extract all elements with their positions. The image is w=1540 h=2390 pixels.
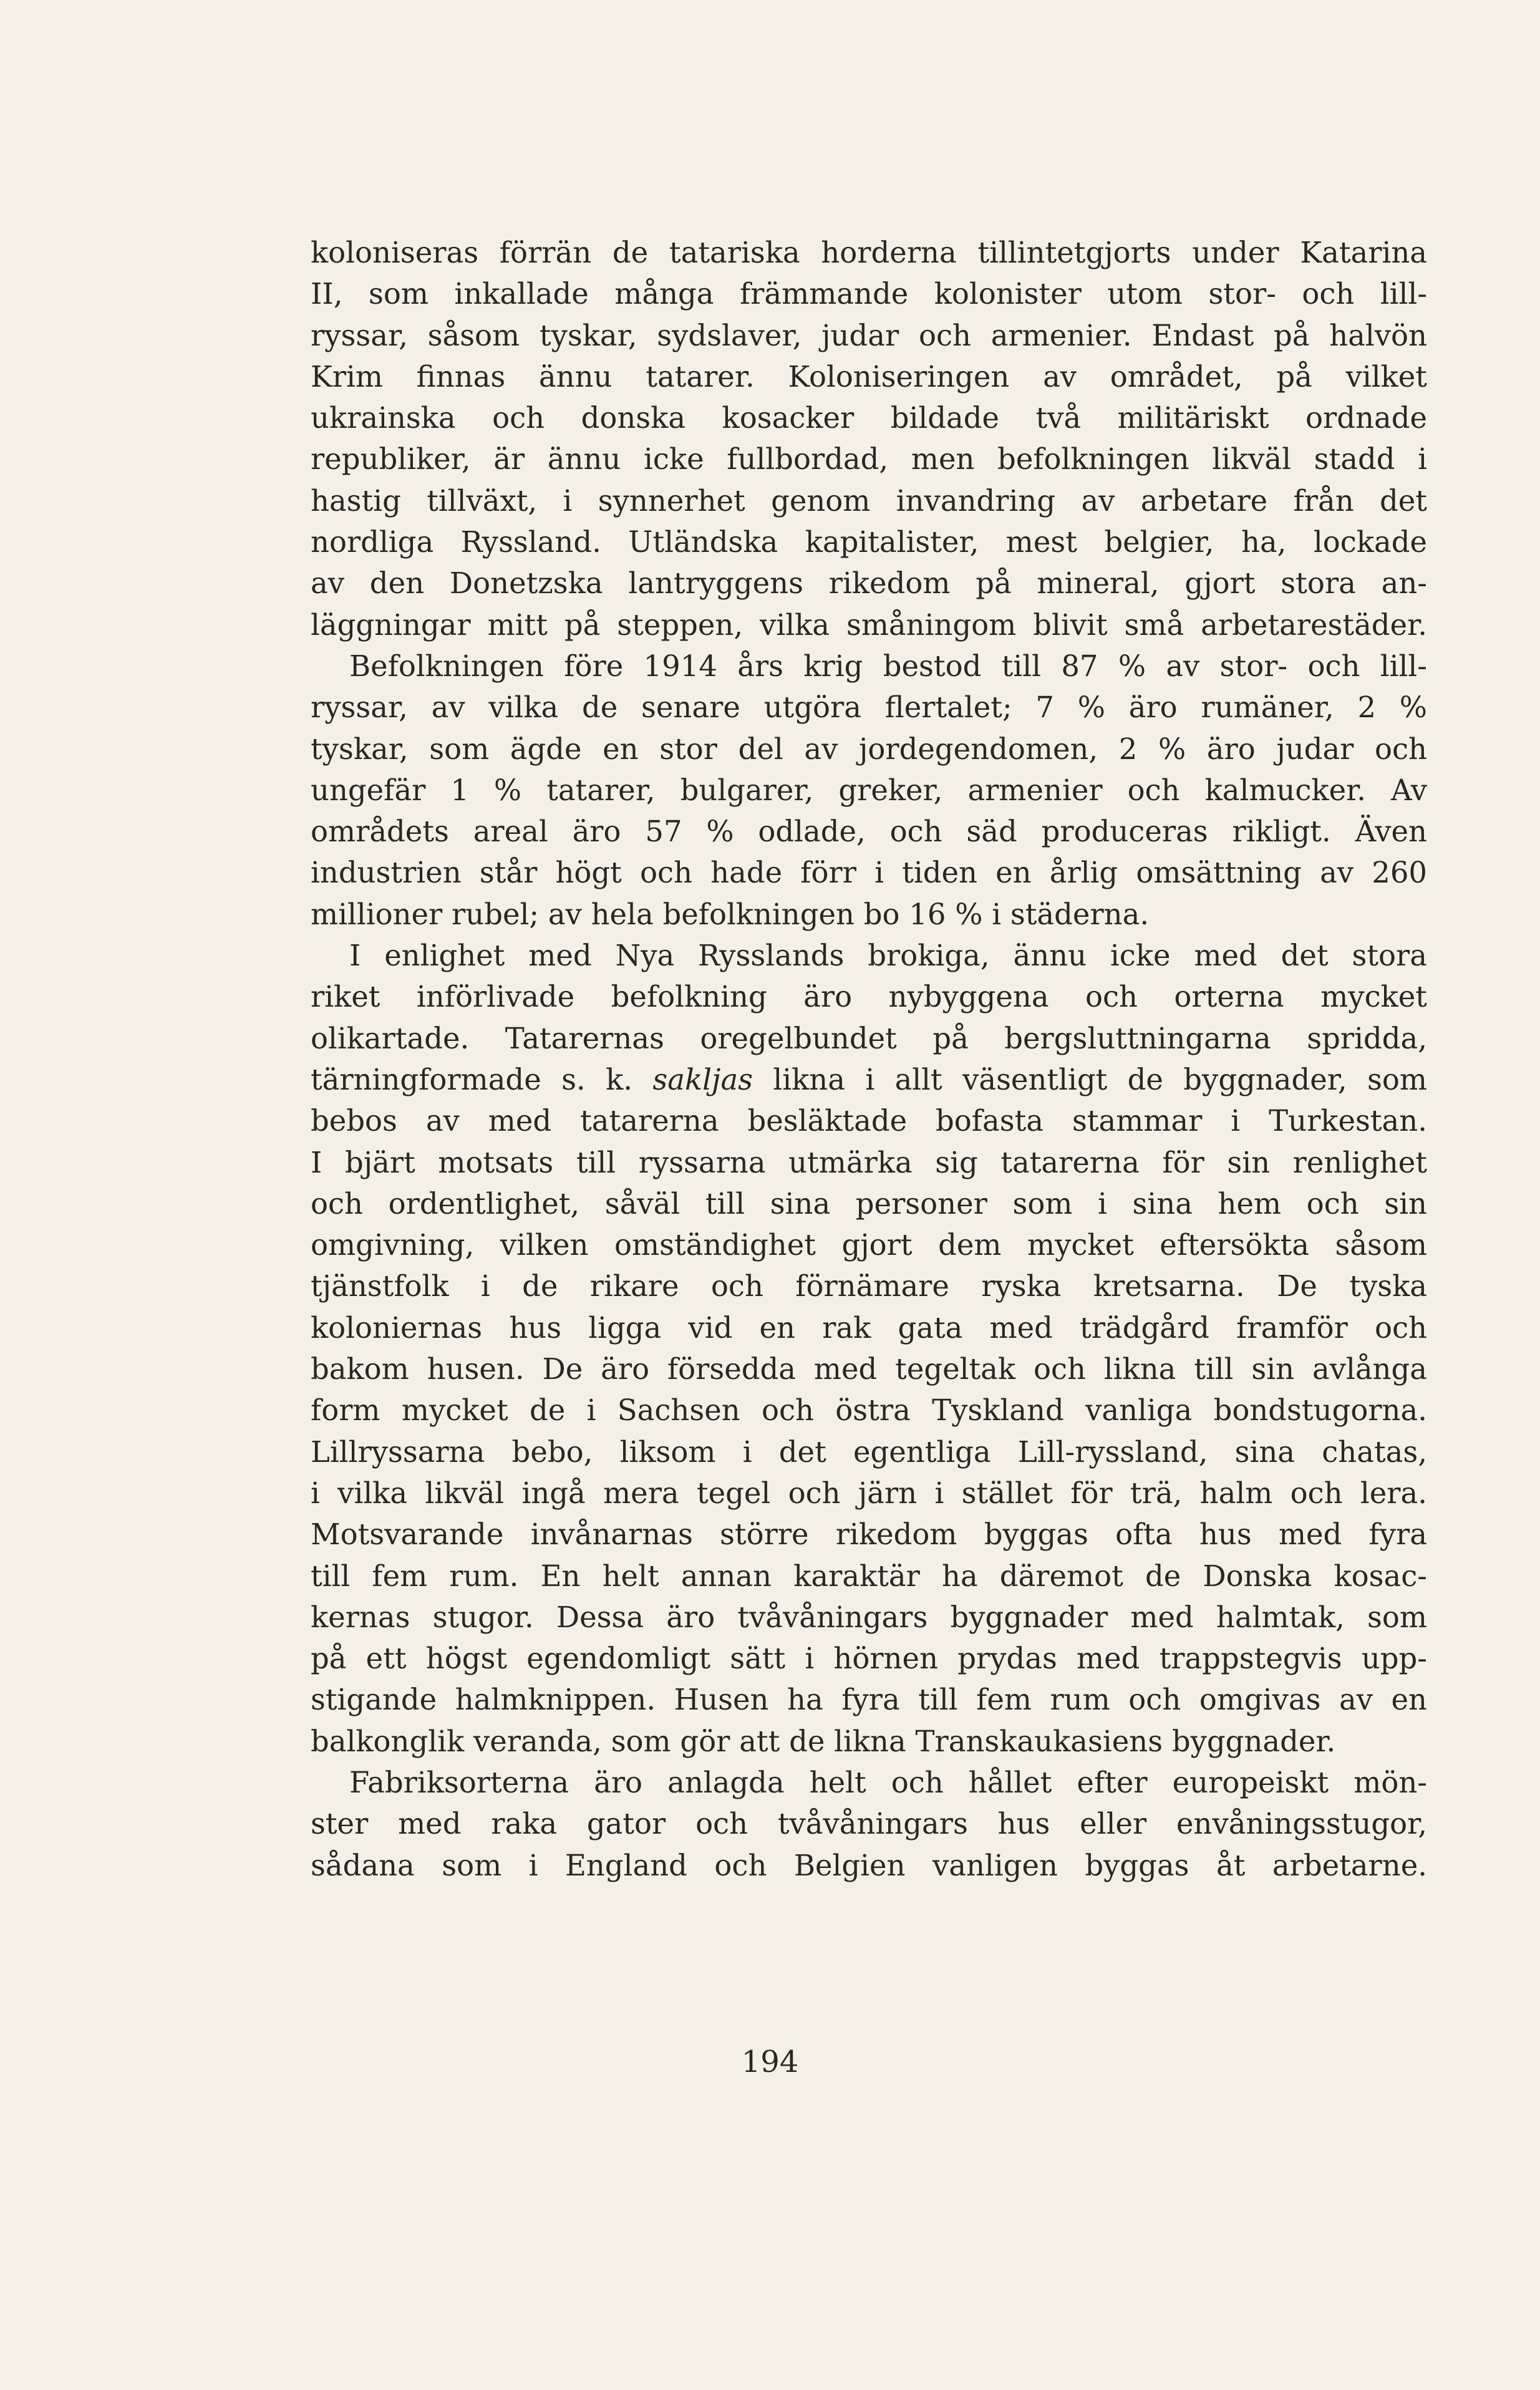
- text-line: hastig tillväxt, i synnerhet genom invandring av arbetare från det: [311, 483, 1427, 518]
- text-line: områdets areal äro 57 % odlade, och säd produceras rikligt. Även: [311, 815, 1427, 849]
- text-line: Fabriksorterna äro anlagda helt och hållet efter europeiskt mön-: [349, 1765, 1427, 1799]
- text-line: I bjärt motsats till ryssarna utmärka sig tatarerna för sin renlighet: [311, 1145, 1427, 1179]
- text-line: riket införlivade befolkning äro nybyggena och orterna mycket: [311, 980, 1427, 1014]
- text-fragment: tärningformade s. k.: [311, 1062, 633, 1096]
- text-line: republiker, är ännu icke fullbordad, men befolkningen likväl stadd i: [311, 442, 1427, 477]
- text-line: ryssar, av vilka de senare utgöra flertalet; 7 % äro rumäner, 2 %: [311, 690, 1427, 725]
- text-line: koloniseras förrän de tatariska horderna tillintetgjorts under Katarina: [311, 236, 1427, 269]
- text-line: bakom husen. De äro försedda med tegeltak och likna till sin avlånga: [311, 1352, 1427, 1386]
- text-line: Befolkningen före 1914 års krig bestod till 87 % av stor- och lill-: [349, 649, 1427, 683]
- text-line: på ett högst egendomligt sätt i hörnen prydas med trappstegvis upp-: [311, 1642, 1427, 1676]
- text-line: omgivning, vilken omständighet gjort dem mycket eftersökta såsom: [311, 1228, 1427, 1262]
- body-text: [311, 232, 1427, 1886]
- text-line: ungefär 1 % tatarer, bulgarer, greker, armenier och kalmucker. Av: [311, 773, 1427, 807]
- text-line: Motsvarande invånarnas större rikedom byggas ofta hus med fyra: [311, 1517, 1427, 1552]
- text-line: läggningar mitt på steppen, vilka småningom blivit små arbetarestäder.: [311, 607, 1427, 642]
- text-line: kernas stugor. Dessa äro tvåvåningars byggnader med halmtak, som: [311, 1600, 1427, 1634]
- text-line: [311, 1059, 1427, 1100]
- text-line: till fem rum. En helt annan karaktär ha däremot de Donska kosac-: [311, 1559, 1427, 1593]
- text-line: Krim finnas ännu tatarer. Koloniseringen av området, på vilket: [311, 359, 1427, 394]
- text-line: koloniernas hus ligga vid en rak gata med trädgård framför och: [311, 1310, 1427, 1345]
- text-line: bebos av med tatarerna besläktade bofasta stammar i Turkestan.: [311, 1104, 1427, 1138]
- text-line: II, som inkallade många främmande kolonister utom stor- och lill-: [311, 277, 1427, 311]
- text-line: nordliga Ryssland. Utländska kapitalister, mest belgier, ha, lockade: [311, 525, 1427, 559]
- text-line: form mycket de i Sachsen och östra Tyskland vanliga bondstugorna.: [311, 1393, 1427, 1428]
- text-line: sådana som i England och Belgien vanligen byggas åt arbetarne.: [311, 1848, 1427, 1882]
- text-line: tyskar, som ägde en stor del av jordegendomen, 2 % äro judar och: [311, 732, 1427, 766]
- text-line: olikartade. Tatarernas oregelbundet på bergsluttningarna spridda,: [311, 1021, 1427, 1055]
- text-line: stigande halmknippen. Husen ha fyra till fem rum och omgivas av en: [311, 1683, 1427, 1717]
- page-number: 194: [741, 2044, 799, 2079]
- text-line: ster med raka gator och tvåvåningars hus eller envåningsstugor,: [311, 1807, 1427, 1841]
- text-line: Lillryssarna bebo, liksom i det egentliga Lill-ryssland, sina chatas,: [311, 1434, 1427, 1469]
- text-line: i vilka likväl ingå mera tegel och järn i stället för trä, halm och lera.: [311, 1476, 1427, 1510]
- text-line: millioner rubel; av hela befolkningen bo 16 % i städerna.: [311, 897, 1150, 931]
- text-fragment: likna i allt väsentligt de byggnader, som: [773, 1062, 1428, 1096]
- text-line: och ordentlighet, såväl till sina personer som i sina hem och sin: [311, 1186, 1427, 1221]
- text-line: ryssar, såsom tyskar, sydslaver, judar och armenier. Endast på halvön: [311, 318, 1427, 352]
- text-line: av den Donetzska lantryggens rikedom på mineral, gjort stora an-: [311, 566, 1427, 601]
- italic-term: sakljas: [652, 1062, 753, 1096]
- text-line: balkonglik veranda, som gör att de likna Transkaukasiens byggnader.: [311, 1724, 1336, 1758]
- text-line: industrien står högt och hade förr i tiden en årlig omsättning av 260: [311, 856, 1427, 890]
- text-line: tjänstfolk i de rikare och förnämare ryska kretsarna. De tyska: [311, 1269, 1427, 1304]
- text-line: ukrainska och donska kosacker bildade två militäriskt ordnade: [311, 401, 1427, 435]
- text-line: I enlighet med Nya Rysslands brokiga, ännu icke med det stora: [349, 939, 1427, 973]
